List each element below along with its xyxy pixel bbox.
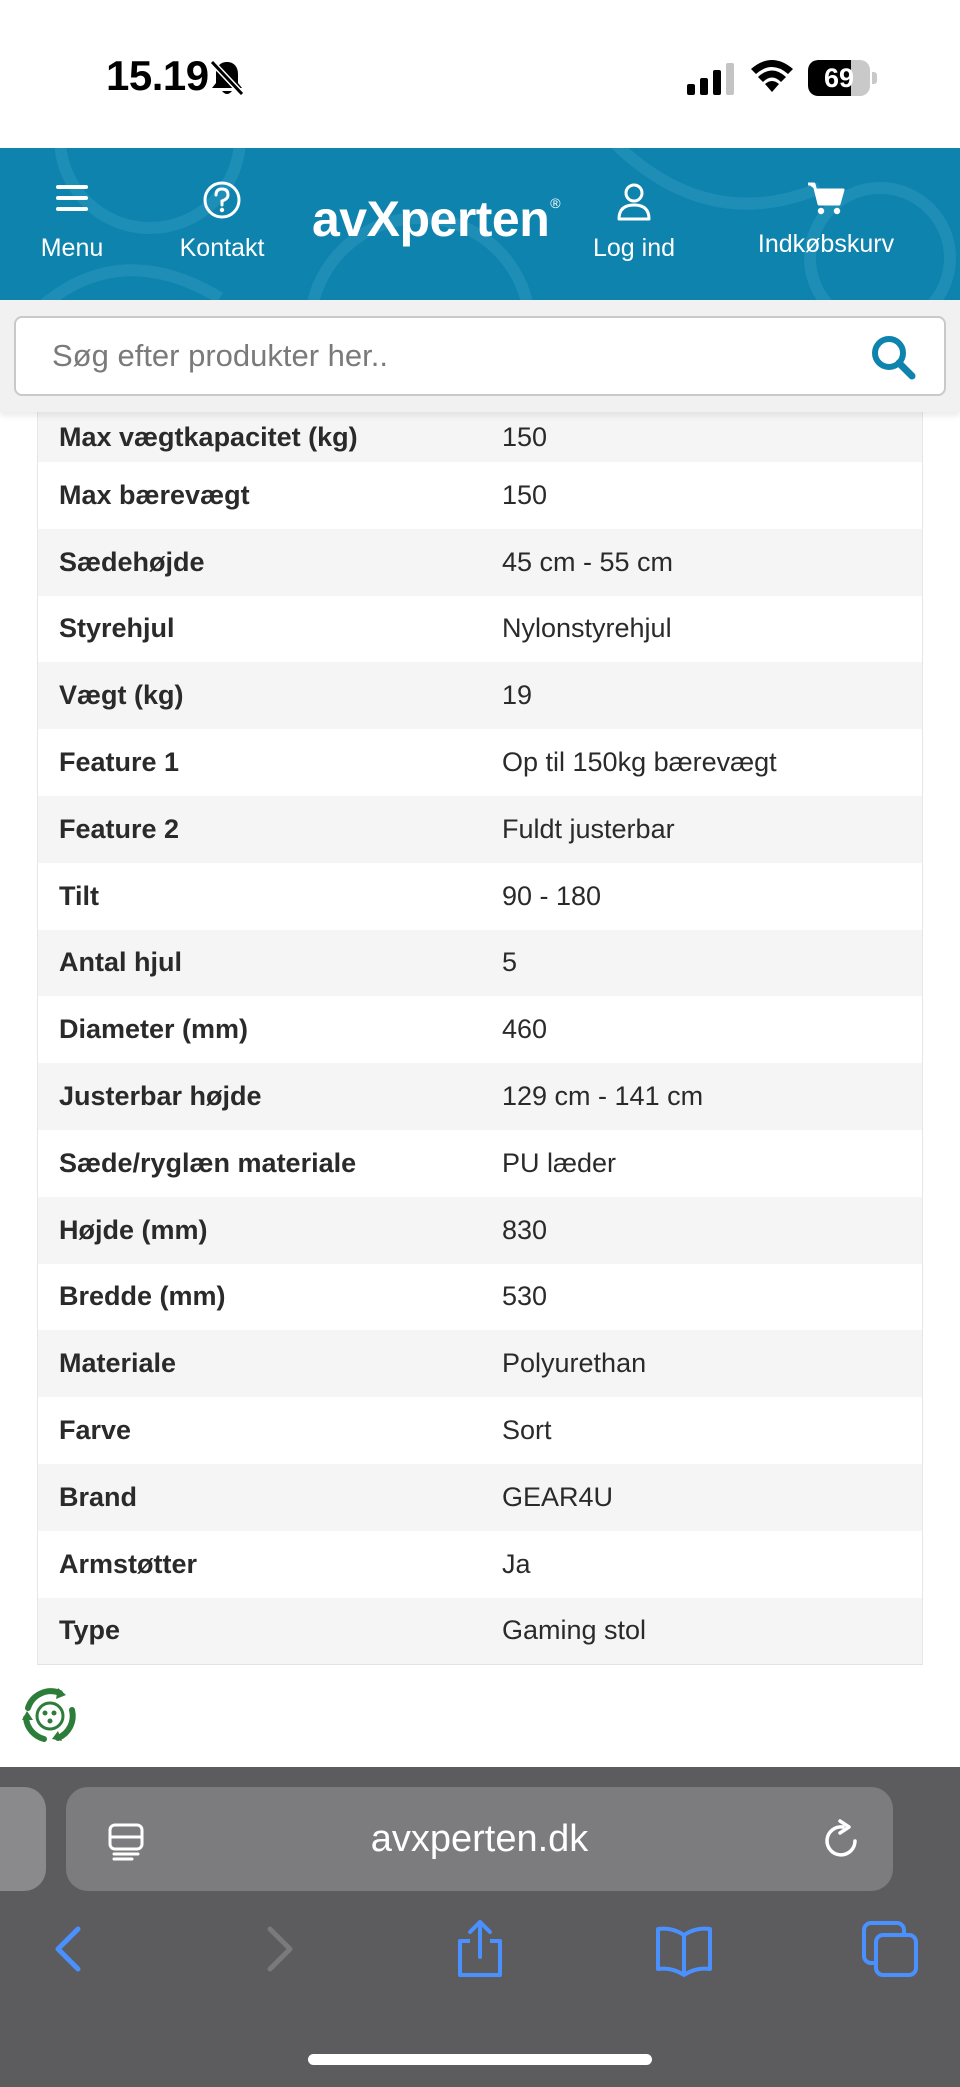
- spec-value: 460: [502, 1014, 548, 1045]
- battery-percentage: 69: [823, 63, 855, 93]
- help-circle-icon: [202, 180, 242, 220]
- status-time: 15.19: [106, 52, 209, 99]
- spec-value: Fuldt justerbar: [502, 813, 675, 844]
- spec-row: [38, 1397, 922, 1464]
- spec-row: [38, 729, 922, 796]
- spec-value: GEAR4U: [502, 1481, 614, 1512]
- spec-value: 129 cm - 141 cm: [502, 1081, 704, 1112]
- back-icon[interactable]: [40, 1919, 100, 1979]
- hamburger-menu-icon: [54, 182, 90, 214]
- spec-row: [38, 1464, 922, 1531]
- address-bar[interactable]: [66, 1787, 893, 1891]
- spec-value: 830: [502, 1214, 548, 1245]
- spec-row: [38, 1264, 922, 1331]
- spec-label: Materiale: [59, 1348, 177, 1379]
- specifications-table: [37, 412, 923, 1665]
- home-indicator[interactable]: [308, 2054, 652, 2065]
- spec-row: [38, 596, 922, 663]
- signal-icon: [686, 62, 736, 96]
- spec-label: Armstøtter: [59, 1548, 198, 1579]
- spec-value: 5: [502, 947, 518, 978]
- spec-label: Max bærevægt: [59, 479, 250, 510]
- spec-value: Op til 150kg bærevægt: [502, 747, 777, 778]
- spec-value: Polyurethan: [502, 1348, 647, 1379]
- logo-text: avXperten: [312, 191, 550, 247]
- spec-row: [38, 930, 922, 997]
- spec-row: [38, 796, 922, 863]
- spec-label: Bredde (mm): [59, 1281, 226, 1312]
- spec-label: Brand: [59, 1481, 138, 1512]
- spec-label: Sædehøjde: [59, 546, 205, 577]
- spec-value: PU læder: [502, 1147, 617, 1178]
- spec-value: Ja: [502, 1548, 531, 1579]
- spec-label: Højde (mm): [59, 1214, 208, 1245]
- spec-row: [38, 1063, 922, 1130]
- spec-label: Vægt (kg): [59, 680, 184, 711]
- spec-label: Diameter (mm): [59, 1014, 249, 1045]
- spec-value: 19: [502, 680, 533, 711]
- search-bar: [0, 300, 960, 412]
- spec-label: Farve: [59, 1415, 132, 1446]
- spec-value: Sort: [502, 1415, 552, 1446]
- spec-value: 90 - 180: [502, 880, 602, 911]
- spec-row: [38, 662, 922, 729]
- spec-row: [38, 1330, 922, 1397]
- spec-row: [38, 1531, 922, 1598]
- forward-icon[interactable]: [248, 1919, 308, 1979]
- shopping-cart-icon: [806, 180, 846, 216]
- site-logo[interactable]: [312, 190, 560, 248]
- spec-label: Max vægtkapacitet (kg): [59, 421, 358, 452]
- previous-tab-peek[interactable]: [0, 1787, 46, 1891]
- bookmarks-icon[interactable]: [654, 1919, 714, 1979]
- browser-toolbar: [0, 1767, 960, 2087]
- spec-label: Justerbar højde: [59, 1081, 262, 1112]
- battery-icon: [808, 60, 876, 96]
- tabs-icon[interactable]: [860, 1919, 920, 1979]
- contact-label: Kontakt: [179, 234, 265, 262]
- bell-slash-icon: [208, 58, 246, 98]
- spec-row: [38, 529, 922, 596]
- spec-value: Gaming stol: [502, 1615, 647, 1646]
- url-text: avxperten.dk: [370, 1818, 589, 1860]
- site-header: [0, 148, 960, 300]
- login-button[interactable]: [574, 148, 694, 300]
- spec-value: 530: [502, 1281, 548, 1312]
- spec-label: Styrehjul: [59, 613, 175, 644]
- spec-value: 150: [502, 421, 548, 452]
- spec-label: Type: [59, 1615, 121, 1646]
- wifi-icon: [750, 58, 794, 94]
- logo-registered-mark: ®: [550, 195, 561, 211]
- recycle-badge-icon[interactable]: [14, 1680, 86, 1752]
- spec-value: 150: [502, 479, 548, 510]
- search-icon[interactable]: [870, 334, 916, 380]
- spec-label: Antal hjul: [59, 947, 182, 978]
- cart-button[interactable]: [736, 148, 916, 300]
- spec-row: [38, 1197, 922, 1264]
- spec-row: [38, 462, 922, 529]
- spec-row: [38, 863, 922, 930]
- spec-label: Feature 1: [59, 747, 180, 778]
- spec-value: Nylonstyrehjul: [502, 613, 672, 644]
- spec-label: Tilt: [59, 880, 99, 911]
- search-box: [14, 316, 946, 396]
- menu-label: Menu: [40, 234, 104, 262]
- spec-row: [38, 1598, 922, 1665]
- contact-button[interactable]: [160, 148, 284, 300]
- status-bar: [0, 0, 960, 148]
- spec-value: 45 cm - 55 cm: [502, 546, 674, 577]
- user-icon: [616, 182, 652, 222]
- search-input[interactable]: [52, 318, 832, 394]
- reload-icon[interactable]: [821, 1819, 861, 1861]
- spec-row: [38, 996, 922, 1063]
- menu-button[interactable]: [20, 148, 124, 300]
- spec-row: [38, 412, 922, 462]
- cart-label: Indkøbskurv: [757, 230, 895, 258]
- spec-label: Sæde/ryglæn materiale: [59, 1147, 357, 1178]
- spec-row: [38, 1130, 922, 1197]
- spec-label: Feature 2: [59, 813, 180, 844]
- share-icon[interactable]: [450, 1919, 510, 1979]
- login-label: Log ind: [592, 234, 676, 262]
